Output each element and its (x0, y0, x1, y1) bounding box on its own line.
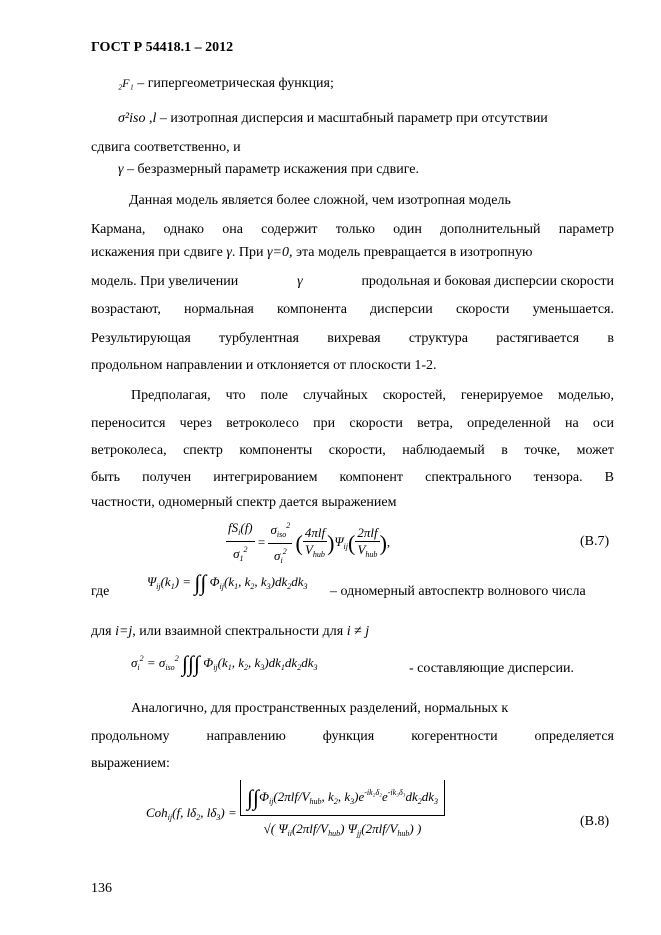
page-number: 136 (91, 881, 112, 896)
equation-variance: $\sigma_i^2 = \sigma_{iso}^2$ ∫∫∫ $\Phi_{ij}(k_1$, $k_2$, $k_3)dk_1dk_2dk_3$ (131, 651, 318, 676)
f1-text: – гипергеометрическая функция; (137, 76, 334, 91)
equation-b8: Coh$_{ij}$(f, $l\delta_2$, $l\delta_3$) = $\frac{\int\int\Phi_{ij}(2\pi lf/V_{hub}, k_2, k_3)e^{-ik_2\delta_2}e^{-ik_3\delta_3}dk_2dk_3}{√( \Psi_{ii}(2\pi lf/V_{hub}) \Psi_{jj}(2\pi lf/V_{hub}) )}$ (146, 780, 445, 847)
def-sigma-cont: сдвига соответственно, и (91, 140, 241, 155)
para1-line1: Данная модель является более сложной, чем изотропная модель (129, 193, 511, 208)
para2-line2: переносится через ветроколесо при скорости ветра, определенной на оси (91, 416, 614, 431)
equation-b8-number: (B.8) (580, 814, 610, 829)
para1-line5: возрастают, нормальная компонента дисперсии скорости уменьшается. (91, 302, 614, 317)
para3-line3: выражением: (91, 756, 170, 771)
f1-symbol: ₂F₁ (118, 76, 134, 90)
para2-line4: быть получен интегрированием компонент спектрального тензора. В (91, 470, 614, 485)
para2-line3: ветроколеса, спектр компоненты скорости, наблюдаемый в точке, может (91, 443, 614, 458)
para1-line7: продольном направлении и отклоняется от плоскости 1-2. (91, 358, 437, 373)
gamma-symbol: γ (118, 162, 124, 177)
para3-line2: продольному направлению функция когерентности определяется (91, 729, 614, 744)
def-sigma (118, 111, 548, 127)
document-header: ГОСТ Р 54418.1 – 2012 (91, 40, 234, 55)
where-line2: для i=j, или взаимной спектральности для i ≠ j (91, 624, 370, 639)
sigma-text: – изотропная дисперсия и масштабный параметр при отсутствии (159, 111, 548, 126)
def-gamma (118, 162, 419, 178)
para1-line4: модель. При увеличении γ продольная и боковая дисперсии скорости (91, 274, 614, 289)
para1-line2: Кармана, однако она содержит только один дополнительный параметр (91, 222, 614, 237)
variance-text: - составляющие дисперсии. (409, 661, 574, 676)
where-label: где (91, 584, 110, 599)
para1-line3: искажения при сдвиге γ. При γ=0, эта модель превращается в изотропную (91, 245, 533, 260)
equation-psi: $\Psi_{ij}(k_1)$ = ∫∫ $\Phi_{ij}(k_1$, $k_2$, $k_3)dk_2dk_3$ (147, 570, 308, 595)
where-text: – одномерный автоспектр волнового числа (330, 584, 586, 599)
equation-b7: $\frac{fS_i(f)}{\sigma_1^2}$ = $\frac{\sigma_{iso}^2}{\sigma_i^2}$ ( $\frac{\text{4πlf}}{V_{hub}}$ )$\Psi_{ij}$( $\frac{\text{2πlf}}{V_{hub}}$ ), (228, 520, 391, 565)
sigma-symbol: σ²iso ,l (118, 111, 157, 126)
para1-line6: Результирующая турбулентная вихревая структура растягивается в (91, 331, 614, 346)
para2-line1: Предполагая, что поле случайных скоростей, генерируемое моделью, (131, 388, 614, 403)
para2-line5: частности, одномерный спектр дается выражением (91, 495, 397, 510)
def-f1 (118, 76, 334, 92)
gamma-text: – безразмерный параметр искажения при сдвиге. (127, 162, 420, 177)
equation-b7-number: (B.7) (580, 534, 610, 549)
para3-line1: Аналогично, для пространственных разделений, нормальных к (131, 701, 509, 716)
